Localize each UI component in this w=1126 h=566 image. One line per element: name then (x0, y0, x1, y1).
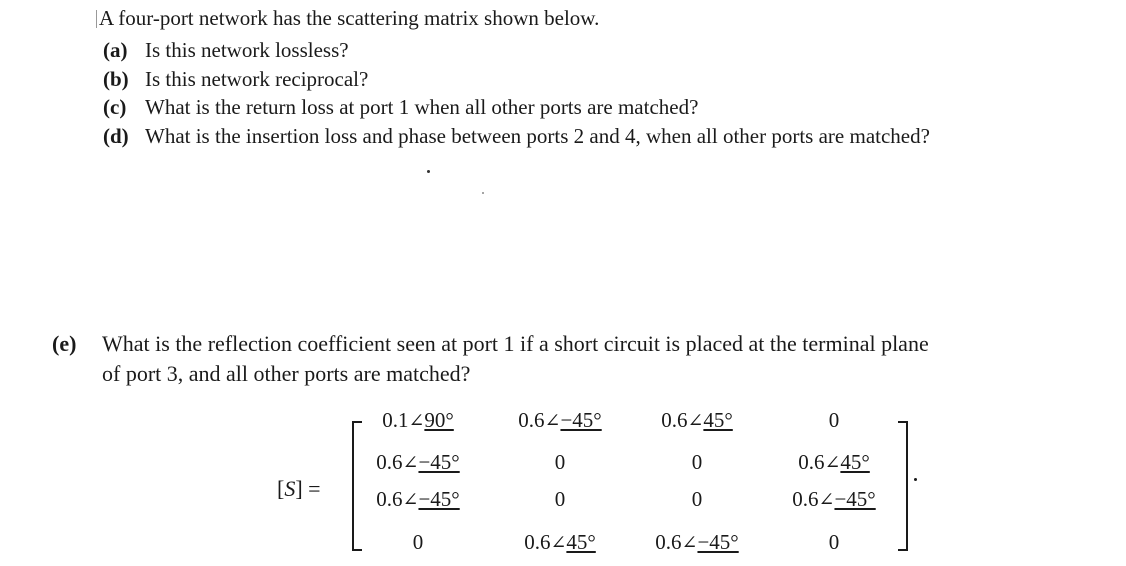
cell-magnitude: 0 (691, 450, 703, 474)
matrix-cell (376, 487, 459, 512)
cell-angle: −45° (697, 530, 739, 554)
matrix-cell (555, 450, 566, 475)
intro-text (96, 6, 599, 30)
question-text: Is this network lossless? (145, 38, 349, 62)
matrix-left-bracket (352, 421, 362, 551)
angle-symbol: ∠ (402, 453, 419, 474)
cell-magnitude: 0.6 (661, 408, 688, 432)
cell-magnitude: 0 (828, 530, 840, 554)
question-label: (d) (103, 124, 129, 148)
matrix-cell (655, 530, 738, 555)
question-e-continued (102, 362, 470, 386)
text-cursor-mark (96, 10, 97, 28)
question-e (52, 332, 929, 356)
matrix-symbol: S (284, 476, 296, 501)
cell-angle: −45° (418, 487, 460, 511)
angle-symbol: ∠ (408, 411, 425, 432)
cell-magnitude: 0 (554, 450, 566, 474)
cell-angle: −45° (418, 450, 460, 474)
question-b (103, 67, 368, 91)
question-label: (b) (103, 67, 129, 91)
matrix-cell (661, 408, 733, 433)
cell-magnitude: 0.6 (376, 487, 403, 511)
matrix-cell (692, 450, 703, 475)
matrix-cell (555, 487, 566, 512)
cell-magnitude: 0.6 (798, 450, 825, 474)
angle-symbol: ∠ (544, 411, 561, 432)
question-text-line2: of port 3, and all other ports are matched? (102, 361, 471, 386)
question-c (103, 95, 698, 119)
question-a (103, 38, 349, 62)
matrix-right-bracket (898, 421, 908, 551)
angle-symbol: ∠ (687, 411, 704, 432)
cell-magnitude: 0 (412, 530, 424, 554)
cell-magnitude: 0.6 (376, 450, 403, 474)
matrix-cell (376, 450, 459, 475)
cell-magnitude: 0.6 (655, 530, 682, 554)
cell-angle: 45° (840, 450, 870, 474)
question-label: (e) (52, 331, 77, 356)
question-d (103, 124, 930, 148)
question-label: (c) (103, 95, 127, 119)
matrix-label: [S] = (277, 476, 321, 501)
cell-angle: −45° (560, 408, 602, 432)
cell-magnitude: 0 (828, 408, 840, 432)
matrix-cell (798, 450, 870, 475)
cell-angle: −45° (834, 487, 876, 511)
cell-magnitude: 0.6 (524, 530, 551, 554)
question-text: What is the insertion loss and phase between ports 2 and 4, when all other ports are matched? (145, 124, 930, 148)
matrix-cell (829, 530, 840, 555)
cell-angle: 90° (424, 408, 454, 432)
question-label: (a) (103, 38, 128, 62)
question-text-line1: What is the reflection coefficient seen at port 1 if a short circuit is placed at the terminal plane (102, 331, 929, 356)
angle-symbol: ∠ (681, 533, 698, 554)
matrix-cell (382, 408, 454, 433)
angle-symbol: ∠ (824, 453, 841, 474)
cell-angle: 45° (566, 530, 596, 554)
matrix-cell (413, 530, 424, 555)
matrix-cell (518, 408, 601, 433)
question-text: What is the return loss at port 1 when all other ports are matched? (145, 95, 699, 119)
scan-speck (427, 170, 430, 173)
sentence-period (914, 478, 917, 481)
intro-sentence: A four-port network has the scattering matrix shown below. (99, 6, 600, 30)
cell-magnitude: 0.6 (792, 487, 819, 511)
angle-symbol: ∠ (818, 490, 835, 511)
matrix-cell (829, 408, 840, 433)
cell-magnitude: 0.1 (382, 408, 409, 432)
matrix-cell (524, 530, 596, 555)
cell-magnitude: 0 (691, 487, 703, 511)
cell-angle: 45° (703, 408, 733, 432)
cell-magnitude: 0 (554, 487, 566, 511)
scan-speck (482, 192, 484, 194)
angle-symbol: ∠ (402, 490, 419, 511)
matrix-cell (792, 487, 875, 512)
matrix-cell (692, 487, 703, 512)
question-text: Is this network reciprocal? (145, 67, 369, 91)
equals-sign: = (308, 476, 321, 501)
angle-symbol: ∠ (550, 533, 567, 554)
cell-magnitude: 0.6 (518, 408, 545, 432)
